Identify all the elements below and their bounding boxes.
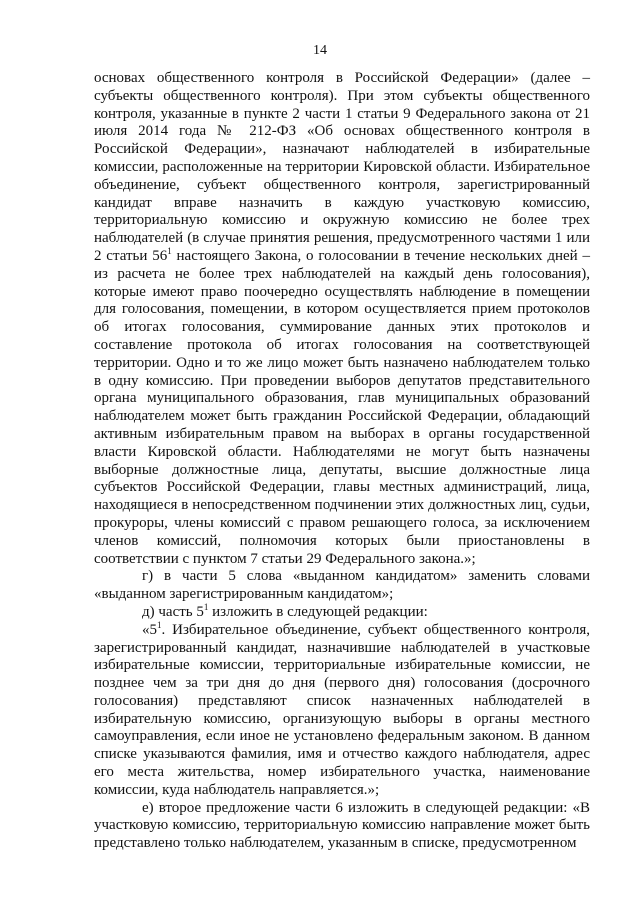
page-number: 14	[313, 43, 327, 58]
paragraph-text: г) в части 5 слова «выданном кандидатом» заменить словами «выданном зарегистрированным кандидатом»;	[94, 568, 590, 603]
superscript: 1	[157, 619, 162, 630]
paragraph-item-e	[94, 800, 590, 853]
paragraph-item-d	[94, 601, 590, 622]
paragraph-text: изложить в следующей редакции:	[208, 603, 428, 620]
superscript: 1	[203, 601, 209, 612]
superscript: 1	[167, 245, 172, 256]
document-body	[94, 70, 590, 853]
paragraph-text: «5	[142, 621, 157, 638]
paragraph-item-g	[94, 568, 590, 604]
paragraph-text: настоящего Закона, о голосовании в течение нескольких дней – из расчета не более трех наблюдателей на каждый день голосования), которые имеют право поочередно осуществлять наблюдение в помещении для голосования, помещении, в котором осуществляется прием протоколов об итогах голосования, суммирование данных этих протоколов и составление протокола об итогах голосования на соответствующей территории. Одно и то же лицо может быть назначено наблюдателем только в одну комиссию. При проведении выборов депутатов представительного органа муниципального образования, глав муниципальных образований наблюдателем может быть гражданин Российской Федерации, обладающий активным избирательным правом на выборах в органы государственной власти Кировской области. Наблюдателями не могут быть назначены выборные должностные лица, депутаты, высшие должностные лица субъектов Российской Федерации, главы местных администраций, лица, находящиеся в непосредственном подчинении этих должностных лиц, судьи, прокуроры, члены комиссий с правом решающего голоса, за исключением членов комиссий, полномочия которых были приостановлены в соответствии с пунктом 7 статьи 29 Федерального закона.»;	[94, 247, 590, 567]
paragraph-text: . Избирательное объединение, субъект общественного контроля, зарегистрированный кандидат, назначившие наблюдателей в участковые избирательные комиссии, территориальные избирательные комиссии, не позднее чем за три дня до дня (первого дня) голосования (досрочного голосования) представляют список назначенных наблюдателей в избирательную комиссию, организующую выборы в органы местного самоуправления, если иное не установлено федеральным законом. В данном списке указываются фамилия, имя и отчество каждого наблюдателя, адрес его места жительства, номер избирательного участка, наименование комиссии, куда наблюдатель направляется.»;	[94, 621, 590, 798]
paragraph-text: основах общественного контроля в Российской Федерации» (далее – субъекты общественного контроля). При этом субъекты общественного контроля, указанные в пункте 2 части 1 статьи 9 Федерального закона от 21 июля 2014 года № 212-ФЗ «Об основах общественного контроля в Российской Федерации», назначают наблюдателей в избирательные комиссии, расположенные на территории Кировской области. Избирательное объединение, субъект общественного контроля, зарегистрированный кандидат вправе назначить в каждую участковую комиссию, территориальную комиссию и окружную комиссию не более трех наблюдателей (в случае принятия решения, предусмотренного частями 1 или 2 статьи 56	[94, 70, 590, 264]
paragraph-text: е) второе предложение части 6 изложить в следующей редакции: «В участковую комиссию, территориальную комиссию направление может быть представлено только наблюдателем, указанным в списке, предусмотренном	[94, 799, 590, 852]
paragraph-part-5-1	[94, 619, 590, 800]
paragraph-text: д) часть 5	[142, 603, 204, 620]
paragraph-observers-appointment	[94, 70, 590, 568]
